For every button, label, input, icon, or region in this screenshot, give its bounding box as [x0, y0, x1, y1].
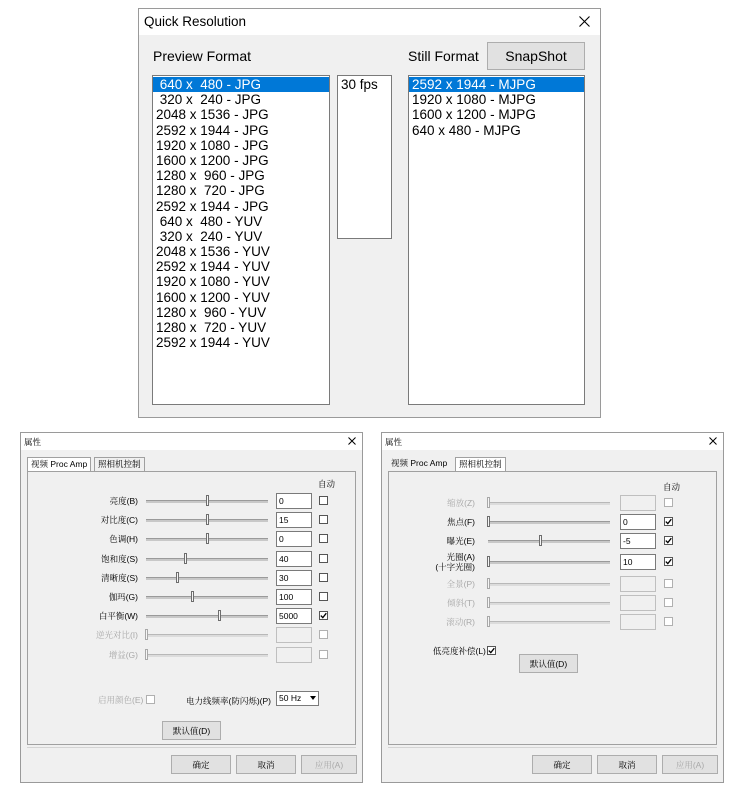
close-icon[interactable]	[707, 435, 719, 447]
auto-checkbox[interactable]	[664, 517, 673, 526]
slider-track	[146, 577, 268, 580]
property-slider[interactable]	[488, 578, 610, 590]
slider-track	[146, 596, 268, 599]
preview-format-item[interactable]: 2048 x 1536 - YUV	[156, 244, 270, 260]
slider-thumb[interactable]	[191, 591, 194, 602]
property-label: 滚动(R)	[446, 617, 475, 627]
property-slider[interactable]	[488, 616, 610, 628]
property-label: 焦点(F)	[447, 517, 475, 527]
cancel-button[interactable]: 取消	[236, 755, 296, 774]
property-slider[interactable]	[146, 553, 268, 565]
property-label: 增益(G)	[108, 649, 138, 660]
auto-checkbox[interactable]	[664, 617, 673, 626]
auto-checkbox[interactable]	[319, 554, 328, 563]
property-slider[interactable]	[146, 533, 268, 545]
auto-checkbox[interactable]	[319, 573, 328, 582]
preview-format-item[interactable]: 2592 x 1944 - JPG	[156, 198, 269, 214]
cancel-button[interactable]: 取消	[597, 755, 657, 774]
slider-thumb[interactable]	[206, 495, 209, 506]
property-slider[interactable]	[488, 556, 610, 568]
property-label: 光圈(A)	[446, 552, 475, 562]
slider-thumb[interactable]	[487, 616, 490, 627]
properties-window-camera-control	[381, 432, 724, 783]
property-value-field[interactable]: 10	[620, 554, 656, 570]
slider-thumb[interactable]	[539, 535, 542, 546]
property-value-field[interactable]: 0	[620, 514, 656, 530]
property-label: 逆光对比(I)	[95, 630, 138, 641]
property-label: 白平衡(W)	[98, 611, 138, 622]
property-value-field[interactable]	[620, 614, 656, 630]
property-value-field[interactable]	[620, 576, 656, 592]
auto-checkbox[interactable]	[664, 557, 673, 566]
property-label: 曝光(E)	[446, 536, 475, 546]
property-value-field[interactable]	[276, 647, 312, 663]
property-value-field[interactable]: 40	[276, 551, 312, 567]
slider-thumb[interactable]	[145, 649, 148, 660]
still-format-item[interactable]: 1600 x 1200 - MJPG	[412, 107, 536, 123]
property-label: 全景(P)	[446, 579, 475, 589]
slider-track	[488, 621, 610, 624]
window-title: 属性	[24, 437, 42, 447]
property-value-field[interactable]	[276, 627, 312, 643]
auto-checkbox[interactable]	[319, 515, 328, 524]
slider-thumb[interactable]	[487, 497, 490, 508]
property-label: 缩放(Z)	[447, 498, 475, 508]
auto-checkbox[interactable]	[664, 536, 673, 545]
preview-format-item[interactable]: 1920 x 1080 - YUV	[156, 274, 270, 290]
property-value-field[interactable]: 30	[276, 570, 312, 586]
property-slider[interactable]	[488, 516, 610, 528]
ok-button[interactable]: 确定	[532, 755, 592, 774]
default-button[interactable]: 默认值(D)	[519, 654, 578, 673]
tab-panel	[27, 471, 356, 745]
tab-panel	[388, 471, 717, 745]
fps-item[interactable]: 30 fps	[341, 77, 378, 92]
auto-checkbox[interactable]	[664, 598, 673, 607]
slider-track	[146, 558, 268, 561]
preview-format-item[interactable]: 2048 x 1536 - JPG	[156, 107, 269, 123]
apply-button[interactable]: 应用(A)	[662, 755, 718, 774]
property-value-field[interactable]: -5	[620, 533, 656, 549]
preview-format-item[interactable]: 2592 x 1944 - YUV	[156, 259, 270, 275]
window-title: Quick Resolution	[144, 14, 247, 29]
preview-format-item[interactable]: 1280 x 960 - YUV	[156, 304, 267, 320]
property-label: 伽玛(G)	[108, 592, 138, 602]
divider	[27, 747, 356, 748]
fps-list[interactable]	[337, 75, 392, 239]
low-light-compensation-checkbox[interactable]	[487, 646, 496, 655]
preview-format-item[interactable]: 1280 x 720 - JPG	[156, 183, 265, 199]
low-light-compensation-label: 低亮度补偿(L)	[433, 646, 486, 656]
slider-track	[488, 521, 610, 524]
slider-thumb[interactable]	[176, 572, 179, 583]
preview-format-label: Preview Format	[153, 48, 252, 64]
slider-thumb[interactable]	[487, 597, 490, 608]
property-slider[interactable]	[146, 495, 268, 507]
slider-track	[146, 654, 268, 657]
window-title: 属性	[385, 437, 403, 447]
close-icon[interactable]	[346, 435, 358, 447]
property-label: 倾斜(T)	[447, 598, 475, 608]
property-slider[interactable]	[146, 629, 268, 641]
preview-format-item[interactable]: 1920 x 1080 - JPG	[156, 137, 269, 153]
property-value-field[interactable]: 15	[276, 512, 312, 528]
tab-video-proc-amp[interactable]: 视频 Proc Amp	[391, 458, 448, 468]
auto-checkbox[interactable]	[319, 534, 328, 543]
slider-thumb[interactable]	[206, 533, 209, 544]
property-label: 清晰度(S)	[101, 572, 138, 583]
still-format-list[interactable]	[408, 75, 585, 405]
preview-format-item[interactable]: 320 x 240 - JPG	[156, 92, 262, 108]
still-format-item[interactable]: 640 x 480 - MJPG	[412, 122, 521, 138]
still-format-label: Still Format	[408, 48, 479, 64]
auto-checkbox[interactable]	[319, 592, 328, 601]
slider-track	[488, 540, 610, 543]
auto-checkbox[interactable]	[319, 611, 328, 620]
slider-thumb[interactable]	[487, 516, 490, 527]
preview-format-item[interactable]: 640 x 480 - YUV	[156, 213, 263, 229]
slider-thumb[interactable]	[487, 578, 490, 589]
auto-header: 自动	[318, 479, 336, 489]
property-value-field[interactable]: 0	[276, 493, 312, 509]
still-format-item[interactable]: 2592 x 1944 - MJPG	[409, 77, 584, 92]
property-slider[interactable]	[488, 535, 610, 547]
tab-video-proc-amp[interactable]: 视频 Proc Amp	[27, 457, 91, 471]
ok-button[interactable]: 确定	[171, 755, 231, 774]
chevron-down-icon	[310, 696, 316, 700]
color-enable-checkbox[interactable]	[146, 695, 155, 704]
property-value-field[interactable]	[620, 495, 656, 511]
close-icon[interactable]	[576, 13, 592, 29]
preview-format-item[interactable]: 1280 x 960 - JPG	[156, 168, 265, 184]
property-slider[interactable]	[146, 591, 268, 603]
preview-format-item[interactable]: 1280 x 720 - YUV	[156, 320, 267, 335]
property-slider[interactable]	[488, 497, 610, 509]
slider-thumb[interactable]	[206, 514, 209, 525]
slider-thumb[interactable]	[218, 610, 221, 621]
slider-track	[488, 602, 610, 605]
slider-track	[488, 502, 610, 505]
preview-format-item[interactable]: 2592 x 1944 - YUV	[156, 335, 270, 351]
property-label: 亮度(B)	[109, 496, 138, 506]
color-enable-label: 启用颜色(E)	[98, 695, 144, 705]
snapshot-button[interactable]: SnapShot	[487, 42, 585, 70]
preview-format-item[interactable]: 640 x 480 - JPG	[153, 77, 329, 92]
auto-checkbox[interactable]	[319, 496, 328, 505]
property-value-field[interactable]: 0	[276, 531, 312, 547]
preview-format-item[interactable]: 1600 x 1200 - YUV	[156, 289, 270, 305]
property-slider[interactable]	[146, 572, 268, 584]
property-value-field[interactable]	[620, 595, 656, 611]
tab-camera-control[interactable]: 照相机控制	[455, 457, 506, 471]
property-slider[interactable]	[146, 610, 268, 622]
property-slider[interactable]	[146, 514, 268, 526]
property-value-field[interactable]: 100	[276, 589, 312, 605]
slider-track	[146, 634, 268, 637]
title-bar	[382, 433, 723, 450]
property-label: 色调(H)	[109, 534, 138, 545]
properties-window-proc-amp	[20, 432, 363, 783]
powerline-frequency-value: 50 Hz	[279, 693, 302, 703]
slider-thumb[interactable]	[145, 629, 148, 640]
auto-checkbox[interactable]	[664, 579, 673, 588]
auto-header: 自动	[663, 482, 681, 492]
slider-track	[488, 561, 610, 564]
powerline-frequency-select[interactable]	[276, 691, 319, 706]
property-slider[interactable]	[146, 649, 268, 661]
still-format-item[interactable]: 1920 x 1080 - MJPG	[412, 92, 536, 108]
property-value-field[interactable]: 5000	[276, 608, 312, 624]
slider-track	[146, 615, 268, 618]
auto-checkbox[interactable]	[319, 630, 328, 639]
tab-camera-control[interactable]: 照相机控制	[94, 457, 145, 471]
auto-checkbox[interactable]	[319, 650, 328, 659]
powerline-frequency-label: 电力线频率(防闪烁)(P)	[186, 696, 271, 706]
title-bar	[139, 9, 600, 35]
apply-button[interactable]: 应用(A)	[301, 755, 357, 774]
preview-format-list[interactable]	[152, 75, 330, 405]
divider	[388, 747, 717, 748]
preview-format-item[interactable]: 320 x 240 - YUV	[156, 228, 263, 244]
preview-format-item[interactable]: 1600 x 1200 - JPG	[156, 152, 269, 168]
preview-format-item[interactable]: 2592 x 1944 - JPG	[156, 122, 269, 138]
title-bar	[21, 433, 362, 450]
property-sublabel: (十字光圈)	[435, 562, 475, 572]
property-slider[interactable]	[488, 597, 610, 609]
slider-track	[488, 583, 610, 586]
auto-checkbox[interactable]	[664, 498, 673, 507]
default-button[interactable]: 默认值(D)	[162, 721, 221, 740]
property-label: 饱和度(S)	[101, 553, 138, 564]
slider-thumb[interactable]	[487, 556, 490, 567]
property-label: 对比度(C)	[100, 515, 138, 526]
quick-resolution-window	[138, 8, 601, 418]
slider-thumb[interactable]	[184, 553, 187, 564]
